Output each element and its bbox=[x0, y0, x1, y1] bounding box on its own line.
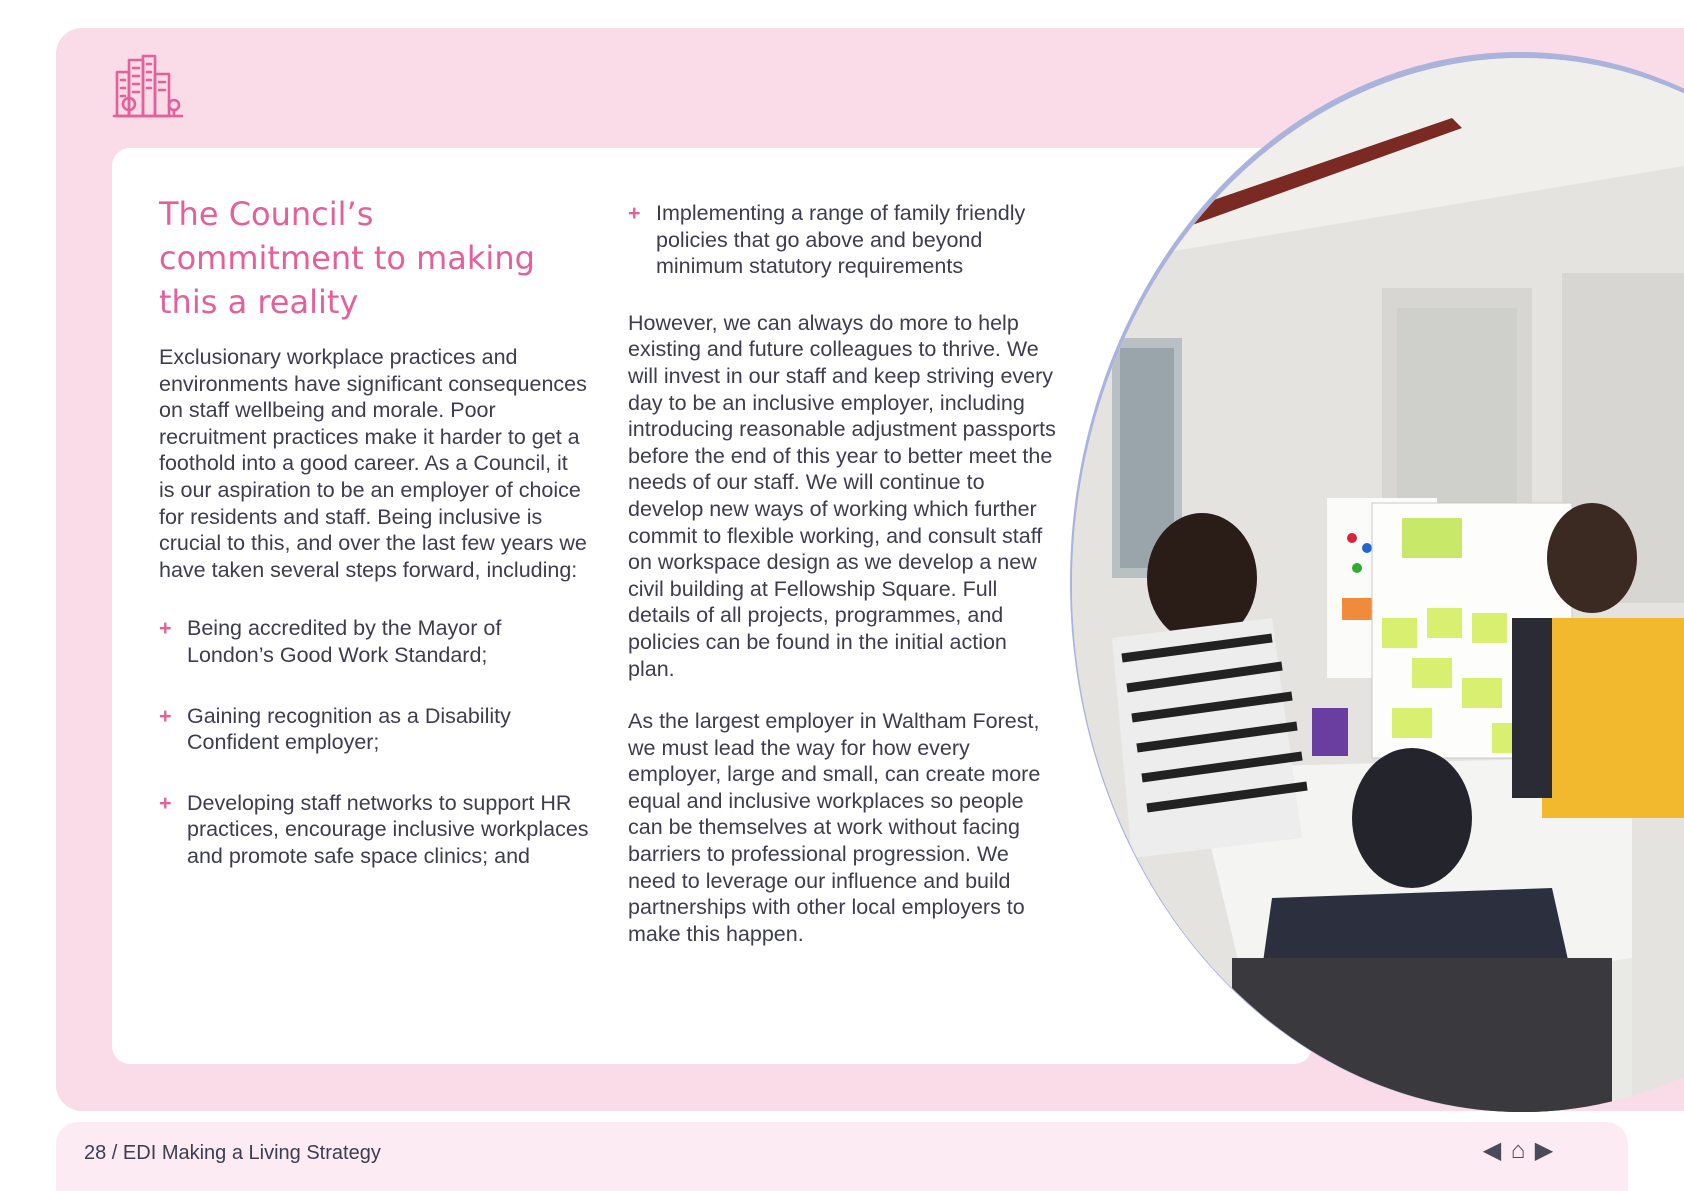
achievements-list-continued bbox=[628, 200, 1058, 280]
page-title: The Council’s commitment to making this a reality bbox=[159, 195, 535, 321]
list-item: + Developing staff networks to support HR practices, encourage inclusive workplaces and promote safe space clinics; and bbox=[159, 790, 589, 868]
photo-frame bbox=[1070, 52, 1684, 1112]
home-icon[interactable]: ⌂ bbox=[1510, 1137, 1526, 1164]
arrow-right-icon[interactable]: ▶ bbox=[1534, 1137, 1554, 1164]
plus-icon: + bbox=[628, 201, 641, 225]
city-buildings-icon bbox=[112, 52, 184, 124]
leadership-paragraph: As the largest employer in Waltham Forest, we must lead the way for how every employer, large and small, can create more equal and inclusive workplaces so people can be themselves at work without facing barriers to professional progression. We need to leverage our influence and build partnerships with other local employers to make this happen. bbox=[628, 709, 1041, 946]
plus-icon: + bbox=[159, 616, 172, 641]
list-item: + Gaining recognition as a Disability Confident employer; bbox=[159, 703, 511, 755]
intro-paragraph: Exclusionary workplace practices and environments have significant consequences on staff wellbeing and morale. Poor recruitment practices make it harder to get a foothold into a good career. As a Council, it is our aspiration to be an employer of choice for residents and staff. Being inclusive is crucial to this, and over the last few years we have taken several steps forward, including: bbox=[159, 345, 587, 582]
page-number-label: 28 / EDI Making a Living Strategy bbox=[84, 1142, 381, 1164]
achievements-list bbox=[159, 615, 589, 869]
plus-icon: + bbox=[159, 790, 172, 815]
right-column bbox=[628, 200, 1058, 973]
list-item: + Implementing a range of family friendly policies that go above and beyond minimum statutory requirements bbox=[628, 201, 1026, 279]
list-item: + Being accredited by the Mayor of London’s Good Work Standard; bbox=[159, 616, 502, 667]
commitment-paragraph: However, we can always do more to help existing and future colleagues to thrive. We will invest in our staff and keep striving every day to be an inclusive employer, including introducing reasonable adjustment passports before the end of this year to better meet the needs of our staff. We will continue to develop new ways of working which further commit to flexible working, and consult staff on workspace design as we develop a new civil building at Fellowship Square. Full details of all projects, programmes, and policies can be found in the initial action plan. bbox=[628, 310, 1056, 681]
page-navigation bbox=[1480, 1138, 1556, 1164]
left-column bbox=[159, 344, 589, 904]
plus-icon: + bbox=[159, 703, 172, 728]
workshop-photo bbox=[1072, 58, 1684, 1112]
arrow-left-icon[interactable]: ◀ bbox=[1482, 1137, 1502, 1164]
footer-bar bbox=[56, 1122, 1628, 1191]
